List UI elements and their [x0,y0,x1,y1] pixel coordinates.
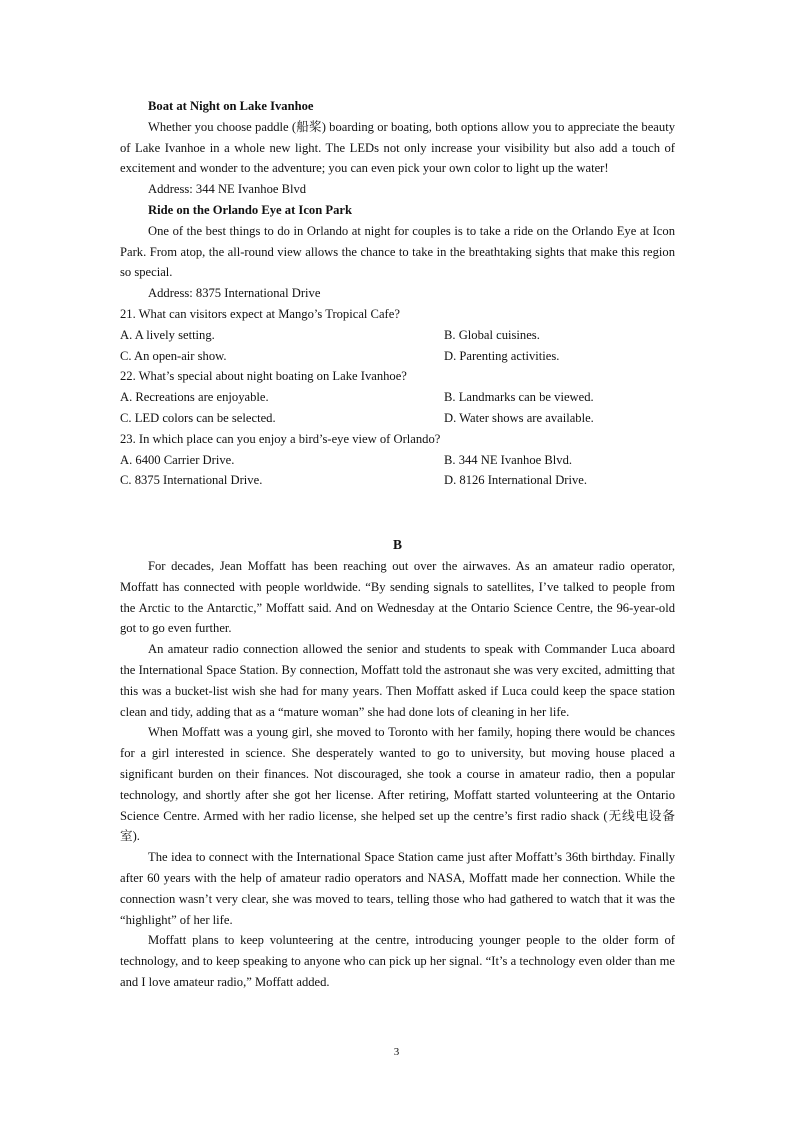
option-c: C. An open-air show. [120,348,227,363]
option-a: A. 6400 Carrier Drive. [120,452,235,467]
page-number: 3 [393,1046,400,1058]
option-b: B. Global cuisines. [444,327,540,342]
option-c: C. LED colors can be selected. [120,410,276,425]
part-a-section [120,96,675,491]
option-a: A. Recreations are enjoyable. [120,390,269,405]
option-b: B. 344 NE Ivanhoe Blvd. [444,452,573,467]
lake-ivanhoe-address: Address: 344 NE Ivanhoe Blvd [148,182,307,197]
question-22 [120,366,675,428]
question-21 [120,304,675,366]
part-b-passage [120,556,675,993]
question-23 [120,429,675,491]
lake-ivanhoe-body: Whether you choose paddle (船桨) boarding or boating, both options allow you to appreciate the beauty of Lake Ivanhoe in a whole new light. The LEDs not only increase your visibility but also add a touch of excitement and wonder to the adventure; you can even pick your own color to light up the water! [120,119,675,176]
option-b: B. Landmarks can be viewed. [444,390,594,405]
option-c: C. 8375 International Drive. [120,473,263,488]
passage-paragraph-1: For decades, Jean Moffatt has been reaching out over the airwaves. As an amateur radio operator, Moffatt has connected with people worldwide. “By sending signals to satellites, I’ve talked to people from the Arctic to the Antarctic,” Moffatt said. And on Wednesday at the Ontario Science Centre, the 96-year-old got to go even further. [120,559,675,636]
question-stem: 22. What’s special about night boating on Lake Ivanhoe? [120,369,407,384]
question-stem: 21. What can visitors expect at Mango’s Tropical Cafe? [120,306,400,321]
option-d: D. Parenting activities. [444,348,560,363]
option-d: D. Water shows are available. [444,410,594,425]
orlando-eye-address: Address: 8375 International Drive [148,286,321,301]
passage-paragraph-4: The idea to connect with the International Space Station came just after Moffatt’s 36th birthday. Finally after 60 years with the help of amateur radio operators and NASA, Moffatt made her connection. While the connection wasn’t very clear, she was moved to tears, telling those who had gathered to watch that it was the “highlight” of her life. [120,850,675,927]
option-d: D. 8126 International Drive. [444,473,588,488]
orlando-eye-heading: Ride on the Orlando Eye at Icon Park [148,202,352,217]
lake-ivanhoe-heading: Boat at Night on Lake Ivanhoe [148,99,314,113]
passage-paragraph-2: An amateur radio connection allowed the senior and students to speak with Commander Luca aboard the International Space Station. By connection, Moffatt told the astronaut she was very excited, admitting that this was a bucket-list wish she had for many years. Then Moffatt asked if Luca could keep the space station clean and tidy, adding that as a “mature woman” she had done lots of cleaning in her life. [120,642,675,719]
section-b-title: B [392,537,402,552]
question-stem: 23. In which place can you enjoy a bird’s-eye view of Orlando? [120,431,441,446]
orlando-eye-body: One of the best things to do in Orlando at night for couples is to take a ride on the Orlando Eye at Icon Park. From atop, the all-round view allows the chance to take in the breathtaking sights that make this region so special. [120,223,675,280]
option-a: A. A lively setting. [120,327,215,342]
passage-paragraph-3: When Moffatt was a young girl, she moved to Toronto with her family, hoping there would be chances for a girl interested in science. She desperately wanted to go to university, but moving house placed a significant burden on their finances. Not discouraged, she took a course in amateur radio, then a popular technology, and shortly after she got her license. After retiring, Moffatt started volunteering at the Ontario Science Centre. Armed with her radio license, she helped set up the centre’s first radio shack (无线电设备室). [120,725,675,844]
passage-paragraph-5: Moffatt plans to keep volunteering at the centre, introducing younger people to the older form of technology, and to keep speaking to anyone who can pick up her signal. “It’s a technology even older than me and I love amateur radio,” Moffatt added. [120,933,675,989]
